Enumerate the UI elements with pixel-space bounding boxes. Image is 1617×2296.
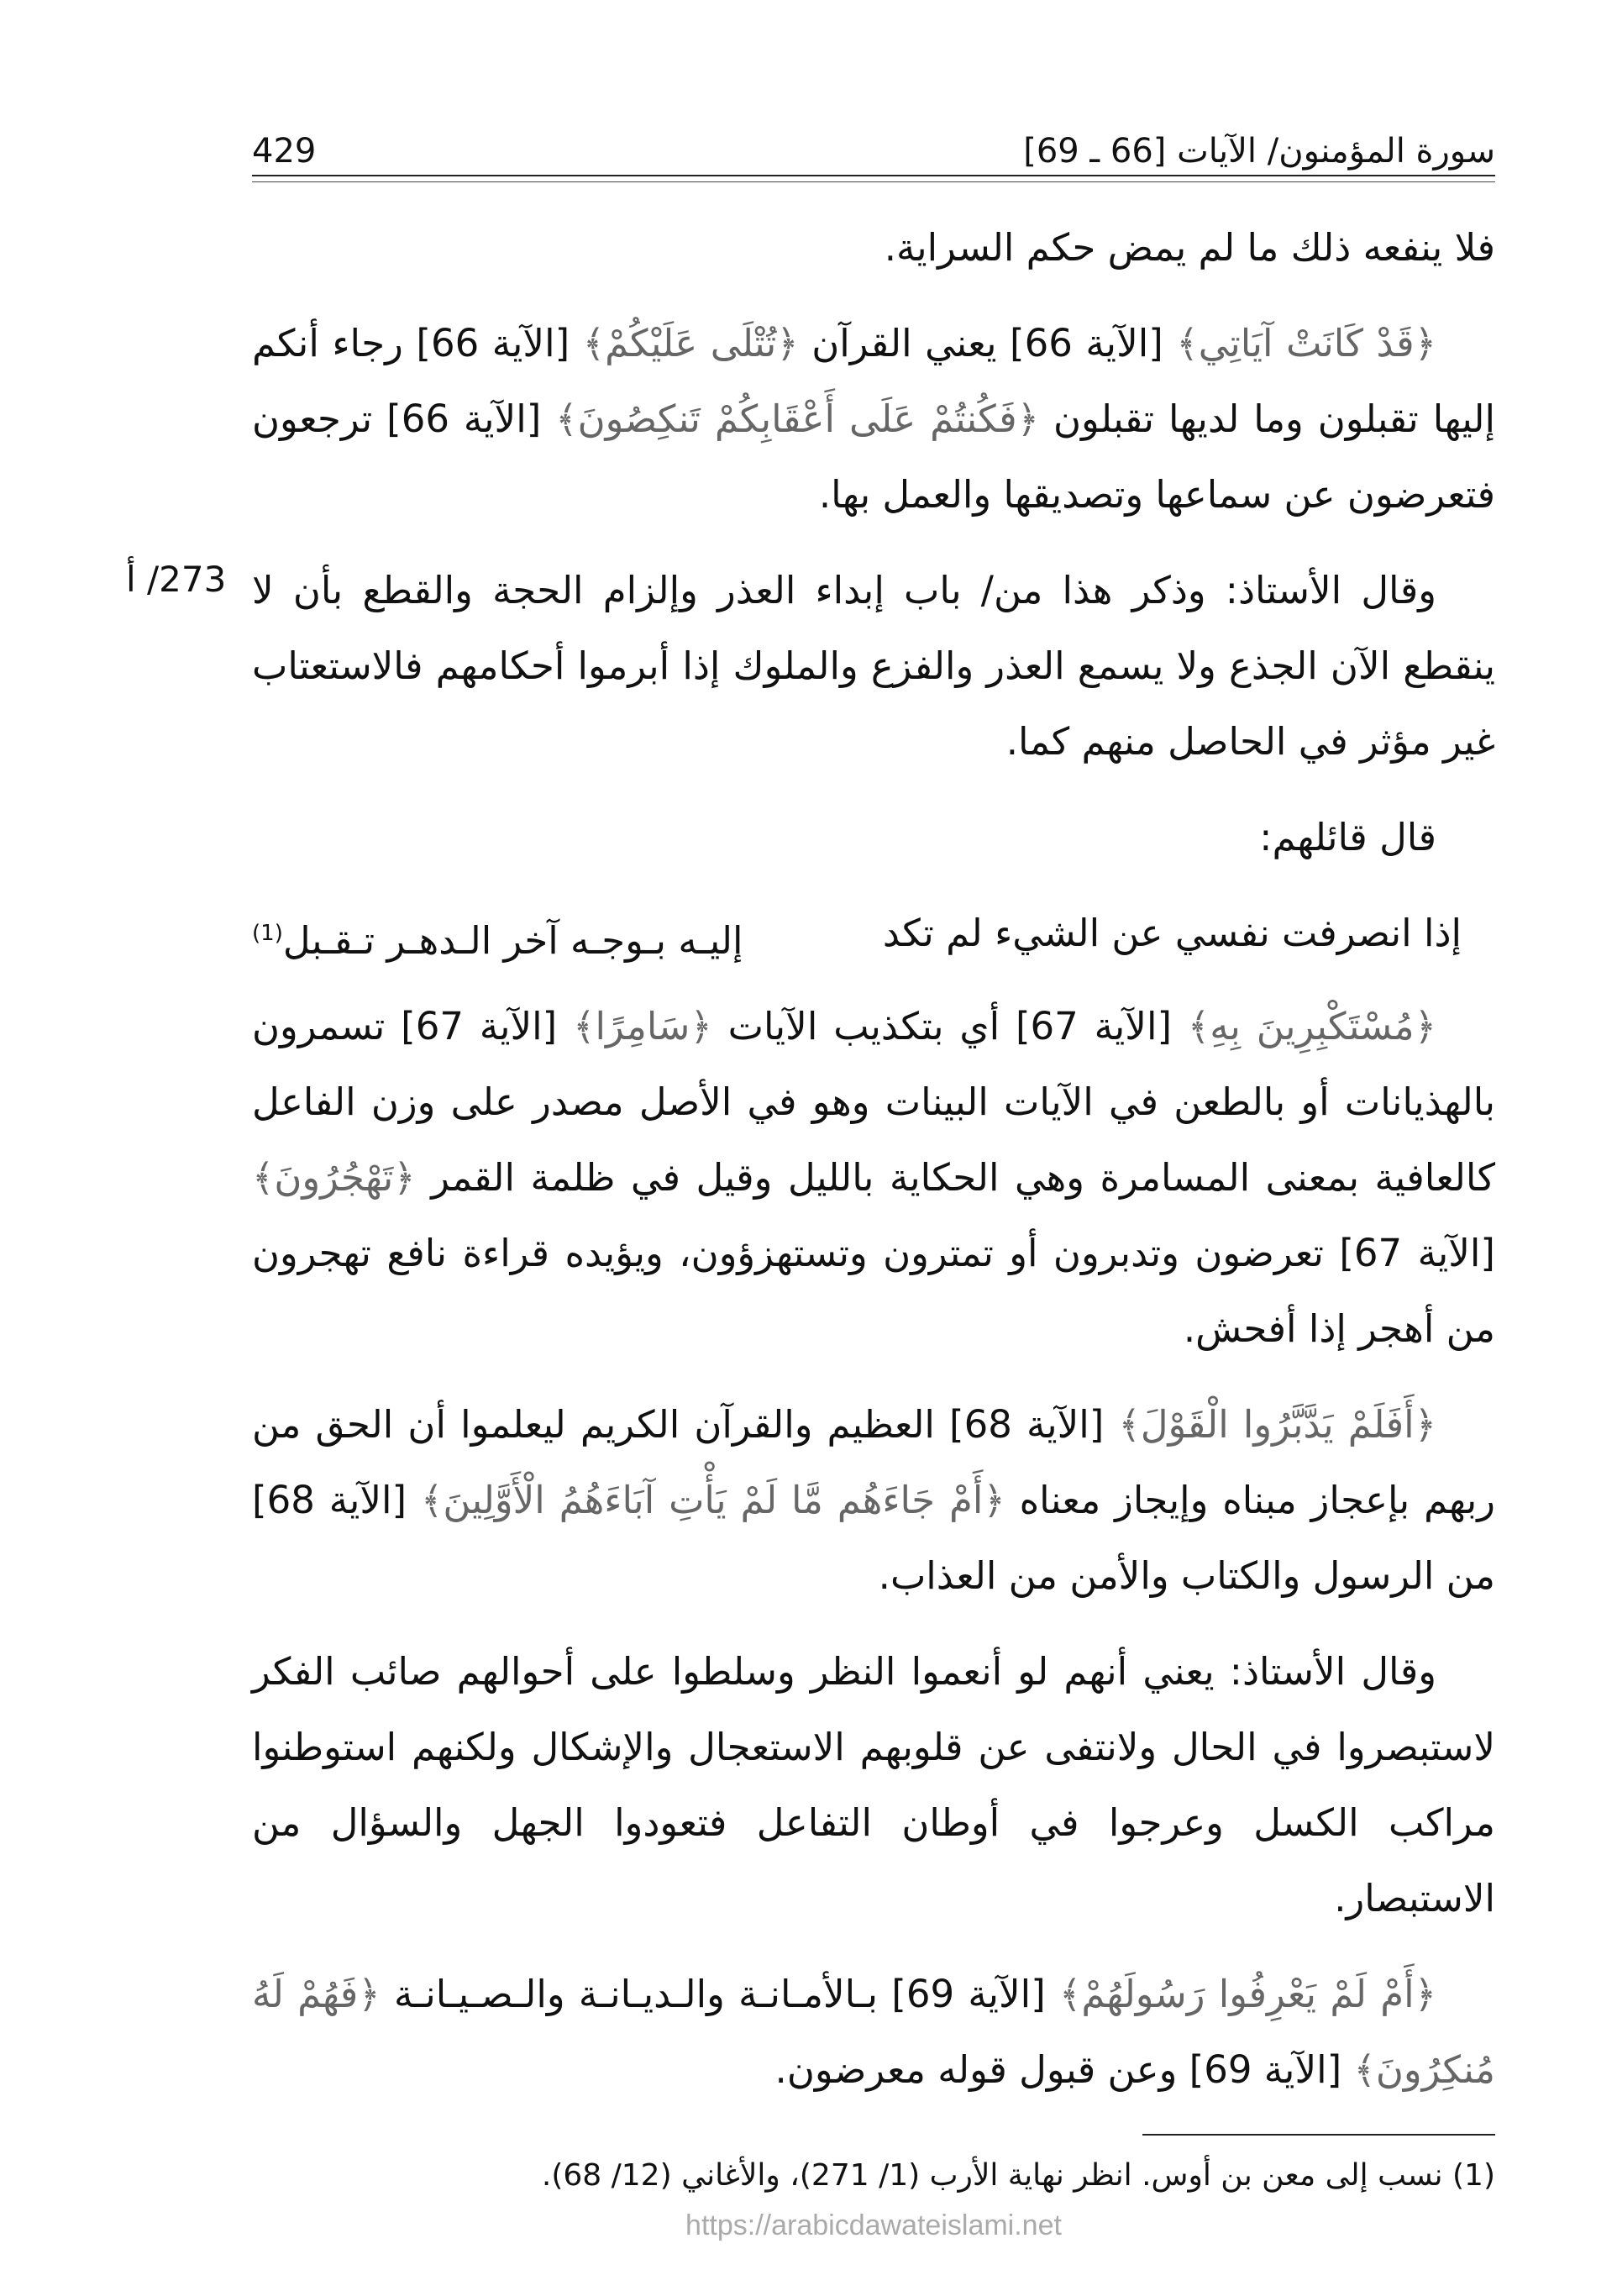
verse-second-hemistich (252, 896, 743, 979)
header-rule-thin (252, 181, 1495, 182)
quran-quote: ﴿تَهْجُرُونَ﴾ (252, 1155, 416, 1200)
paragraph-5 (252, 989, 1495, 1367)
quran-quote: ﴿مُسْتَكْبِرِينَ بِهِ﴾ (1187, 1004, 1437, 1048)
poetry-verse (252, 896, 1495, 979)
paragraph-1: فلا ينفعه ذلك ما لم يمض حكم السراية. (884, 225, 1495, 270)
paragraph-7: وقال الأستاذ: يعني أنهم لو أنعموا النظر وسلطوا على أحوالهم صائب الفكر لاستبصروا في الحال ولانتفى عن قلوبهم الاستعجال والإشكال ولكنهم استوطنوا مراكب الكسل وعرجوا في أوطان التفاعل فتعودوا الجهل والسؤال من الاستبصار. (252, 1649, 1495, 1920)
quran-quote: ﴿سَامِرًا﴾ (573, 1004, 712, 1048)
paragraph-text: [الآية 69] وعن قبول قوله معرضون. (774, 2047, 1342, 2092)
paragraph-text: [الآية 66] ترجعون فتعرضون عن سماعها وتصديقها والعمل بها. (252, 397, 1495, 517)
page-header (252, 118, 1495, 171)
margin-folio-note: 273/ أ (126, 559, 227, 600)
paragraph-text: [الآية 66] رجاء أنكم إليها تقبلون وما لديها تقبلون (252, 321, 1495, 441)
paragraph-text: [الآية 67] تعرضون وتدبرون أو تمترون وتستهزؤون، ويؤيده قراءة نافع تهجرون من أهجر إذا أفحش. (252, 1231, 1495, 1351)
paragraph-text: [الآية 68] العظيم والقرآن الكريم ليعلموا أن الحق من ربهم بإعجاز مبناه وإيجاز معناه (252, 1402, 1496, 1522)
page-body (252, 210, 1495, 2128)
page (252, 0, 1495, 2296)
quran-quote: ﴿فَهُمْ لَهُ مُنكِرُونَ﴾ (252, 1972, 1495, 2092)
watermark-url[interactable]: https://arabicdawateislami.net (685, 2209, 1062, 2241)
paragraph-3: وقال الأستاذ: وذكر هذا من/ باب إبداء العذر وإلزام الحجة والقطع بأن لا ينقطع الآن الجذع ولا يسمع العذر والفزع والملوك إذا أبرموا أحكامهم فالاستعتاب غير مؤثر في الحاصل منهم كما. (252, 568, 1495, 764)
footnote-marker[interactable]: (1) (252, 921, 283, 946)
paragraph-text: [الآية 69] بـالأمـانـة والـديـانـة والـصـيـانـة (393, 1972, 1046, 2016)
header-rule (252, 175, 1495, 176)
verse-second-text: إليـه بـوجـه آخر الـدهـر تـقـبل (282, 918, 743, 963)
footnote-rule (1142, 2134, 1495, 2136)
quran-quote: ﴿تُتْلَى عَلَيْكُمْ﴾ (582, 321, 799, 365)
quran-quote: ﴿أَمْ لَمْ يَعْرِفُوا رَسُولَهُمْ﴾ (1059, 1972, 1436, 2016)
paragraph-6 (252, 1387, 1495, 1614)
paragraph-2 (252, 306, 1495, 533)
paragraph-4: قال قائلهم: (1259, 815, 1436, 859)
quran-quote: ﴿أَفَلَمْ يَدَّبَّرُوا الْقَوْلَ﴾ (1118, 1402, 1436, 1447)
quran-quote: ﴿فَكُنتُمْ عَلَى أَعْقَابِكُمْ تَنكِصُونَ﴾ (555, 397, 1039, 441)
running-title: سورة المؤمنون/ الآيات [66 ـ 69] (1023, 132, 1495, 171)
paragraph-text: [الآية 67] تسمرون بالهذيانات أو بالطعن في الآيات البينات وهو في الأصل مصدر على وزن الفاعل كالعافية بمعنى المسامرة وهي الحكاية بالليل وقيل في ظلمة القمر (252, 1004, 1495, 1200)
footnote: (1) نسب إلى معن بن أوس. انظر نهاية الأرب (1/ 271)، والأغاني (12/ 68). (541, 2158, 1495, 2193)
verse-first-hemistich: إذا انصرفت نفسي عن الشيء لم تكد (882, 911, 1462, 955)
paragraph-text: [الآية 67] أي بتكذيب الآيات (727, 1004, 1173, 1048)
paragraph-text: [الآية 66] يعني القرآن (811, 321, 1163, 365)
quran-quote: ﴿قَدْ كَانَتْ آيَاتِي﴾ (1176, 321, 1436, 365)
paragraph-text: [الآية 68] من الرسول والكتاب والأمن من العذاب. (252, 1478, 1495, 1598)
paragraph-8 (252, 1957, 1495, 2108)
page-number: 429 (252, 132, 317, 171)
quran-quote: ﴿أَمْ جَاءَهُم مَّا لَمْ يَأْتِ آبَاءَهُمُ الْأَوَّلِينَ﴾ (420, 1478, 1005, 1522)
